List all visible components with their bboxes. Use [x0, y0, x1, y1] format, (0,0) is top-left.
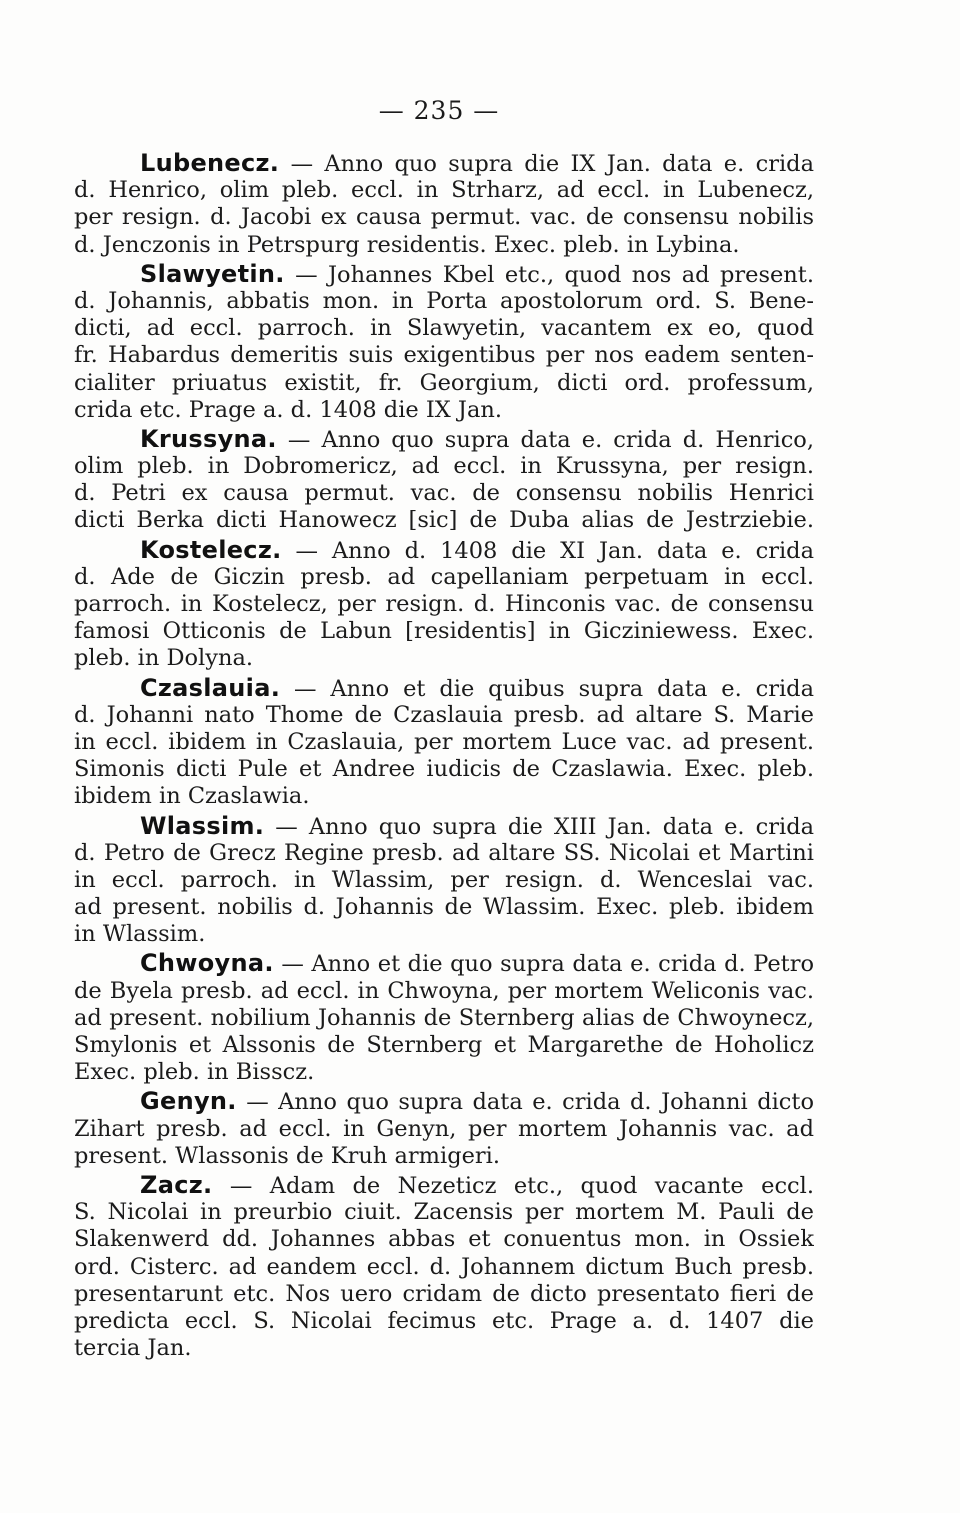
- entry-line: predicta eccl. S. Nicolai fecimus etc. Prage a. d. 1407 die: [74, 1307, 814, 1334]
- entry-first-line: [74, 150, 814, 177]
- entry-line: d. Ade de Giczin presb. ad capellaniam perpetuam in eccl.: [74, 563, 814, 590]
- entry-line: de Byela presb. ad eccl. in Chwoyna, per mortem Weliconis vac.: [74, 977, 814, 1004]
- entry-first-line: [74, 950, 814, 977]
- entry-line: d. Petro de Grecz Regine presb. ad altare SS. Nicolai et Martini: [74, 839, 814, 866]
- entry-line: Zihart presb. ad eccl. in Genyn, per mortem Johannis vac. ad: [74, 1115, 814, 1142]
- place-name: Genyn.: [140, 1088, 237, 1116]
- line-text: — Anno quo supra data e. crida d. Henrico,: [287, 426, 814, 453]
- entry-line: ibidem in Czaslawia.: [74, 783, 310, 810]
- entry-first-line: [74, 1172, 814, 1199]
- entry-line: Slakenwerd dd. Johannes abbas et conuentus mon. in Ossiek: [74, 1226, 814, 1253]
- entry-first-line: [74, 261, 814, 288]
- entries-list: [74, 150, 814, 1364]
- entry-line: Exec. pleb. in Bisscz.: [74, 1059, 315, 1086]
- entry-line: presentarunt etc. Nos uero cridam de dicto presentato fieri de: [74, 1280, 814, 1307]
- place-name: Lubenecz.: [140, 150, 280, 177]
- entry-genyn: [74, 1088, 814, 1170]
- place-name: Kostelecz.: [140, 536, 282, 564]
- line-text: — Anno quo supra die XIII Jan. data e. crida: [275, 813, 814, 840]
- entry-line: d. Johanni nato Thome de Czaslauia presb. ad altare S. Marie: [74, 701, 814, 728]
- entry-line: Simonis dicti Pule et Andree iudicis de Czaslawia. Exec. pleb.: [74, 756, 814, 783]
- entry-line: d. Johannis, abbatis mon. in Porta apostolorum ord. S. Bene-: [74, 287, 814, 314]
- line-text: — Anno et die quibus supra data e. crida: [294, 675, 814, 702]
- entry-line: ad present. nobilis d. Johannis de Wlassim. Exec. pleb. ibidem: [74, 894, 814, 921]
- page-number: — 235 —: [378, 96, 500, 125]
- entry-zacz: [74, 1172, 814, 1362]
- entry-kostelecz: [74, 537, 814, 673]
- entry-line: dicti Berka dicti Hanowecz [sic] de Duba alias de Jestrziebie.: [74, 507, 814, 534]
- place-name: Slawyetin.: [140, 260, 285, 288]
- place-name: Zacz.: [140, 1171, 213, 1199]
- entry-line: pleb. in Dolyna.: [74, 645, 254, 672]
- place-name: Krussyna.: [140, 425, 277, 453]
- place-name: Czaslauia.: [140, 674, 281, 702]
- entry-line: in eccl. ibidem in Czaslauia, per mortem Luce vac. ad present.: [74, 728, 814, 755]
- entry-line: crida etc. Prage a. d. 1408 die IX Jan.: [74, 396, 503, 423]
- line-text: — Adam de Nezeticz etc., quod vacante eccl.: [229, 1172, 814, 1199]
- entry-line: d. Henrico, olim pleb. eccl. in Strharz, ad eccl. in Lubenecz,: [74, 177, 814, 204]
- line-text: — Anno d. 1408 die XI Jan. data e. crida: [295, 537, 814, 564]
- entry-line: d. Petri ex causa permut. vac. de consensu nobilis Henrici: [74, 480, 814, 507]
- entry-line: S. Nicolai in preurbio ciuit. Zacensis per mortem M. Pauli de: [74, 1199, 814, 1226]
- line-text: — Anno et die quo supra data e. crida d. Petro: [281, 951, 814, 978]
- entry-line: cialiter priuatus existit, fr. Georgium, dicti ord. professum,: [74, 369, 814, 396]
- entry-line: in Wlassim.: [74, 921, 206, 948]
- entry-first-line: [74, 537, 814, 564]
- entry-line: famosi Otticonis de Labun [residentis] in Gicziniewess. Exec.: [74, 618, 814, 645]
- entry-line: ord. Cisterc. ad eandem eccl. d. Johannem dictum Buch presb.: [74, 1253, 814, 1280]
- entry-line: dicti, ad eccl. parroch. in Slawyetin, vacantem ex eo, quod: [74, 315, 814, 342]
- entry-first-line: [74, 675, 814, 702]
- entry-first-line: [74, 426, 814, 453]
- entry-line: d. Jenczonis in Petrspurg residentis. Exec. pleb. in Lybina.: [74, 231, 740, 258]
- entry-line: ad present. nobilium Johannis de Sternberg alias de Chwoynecz,: [74, 1004, 814, 1031]
- entry-chwoyna: [74, 950, 814, 1086]
- entry-czaslauia: [74, 675, 814, 811]
- entry-lubenecz: [74, 150, 814, 259]
- line-text: — Anno quo supra data e. crida d. Johanni dicto: [246, 1089, 814, 1116]
- entry-line: tercia Jan.: [74, 1335, 192, 1362]
- entry-slawyetin: [74, 261, 814, 424]
- entry-krussyna: [74, 426, 814, 535]
- place-name: Chwoyna.: [140, 950, 274, 978]
- entry-line: in eccl. parroch. in Wlassim, per resign. d. Wenceslai vac.: [74, 866, 814, 893]
- entry-line: parroch. in Kostelecz, per resign. d. Hinconis vac. de consensu: [74, 591, 814, 617]
- entry-line: present. Wlassonis de Kruh armigeri.: [74, 1142, 501, 1169]
- line-text: — Anno quo supra die IX Jan. data e. crida: [290, 151, 814, 177]
- entry-line: fr. Habardus demeritis suis exigentibus per nos eadem senten-: [74, 342, 814, 369]
- entry-line: olim pleb. in Dobromericz, ad eccl. in Krussyna, per resign.: [74, 453, 814, 480]
- entry-line: Smylonis et Alssonis de Sternberg et Margarethe de Hoholicz: [74, 1032, 814, 1058]
- entry-first-line: [74, 813, 814, 840]
- line-text: — Johannes Kbel etc., quod nos ad present.: [295, 261, 814, 288]
- place-name: Wlassim.: [140, 812, 265, 840]
- entry-line: per resign. d. Jacobi ex causa permut. vac. de consensu nobilis: [74, 204, 814, 231]
- entry-first-line: [74, 1088, 814, 1115]
- entry-wlassim: [74, 813, 814, 949]
